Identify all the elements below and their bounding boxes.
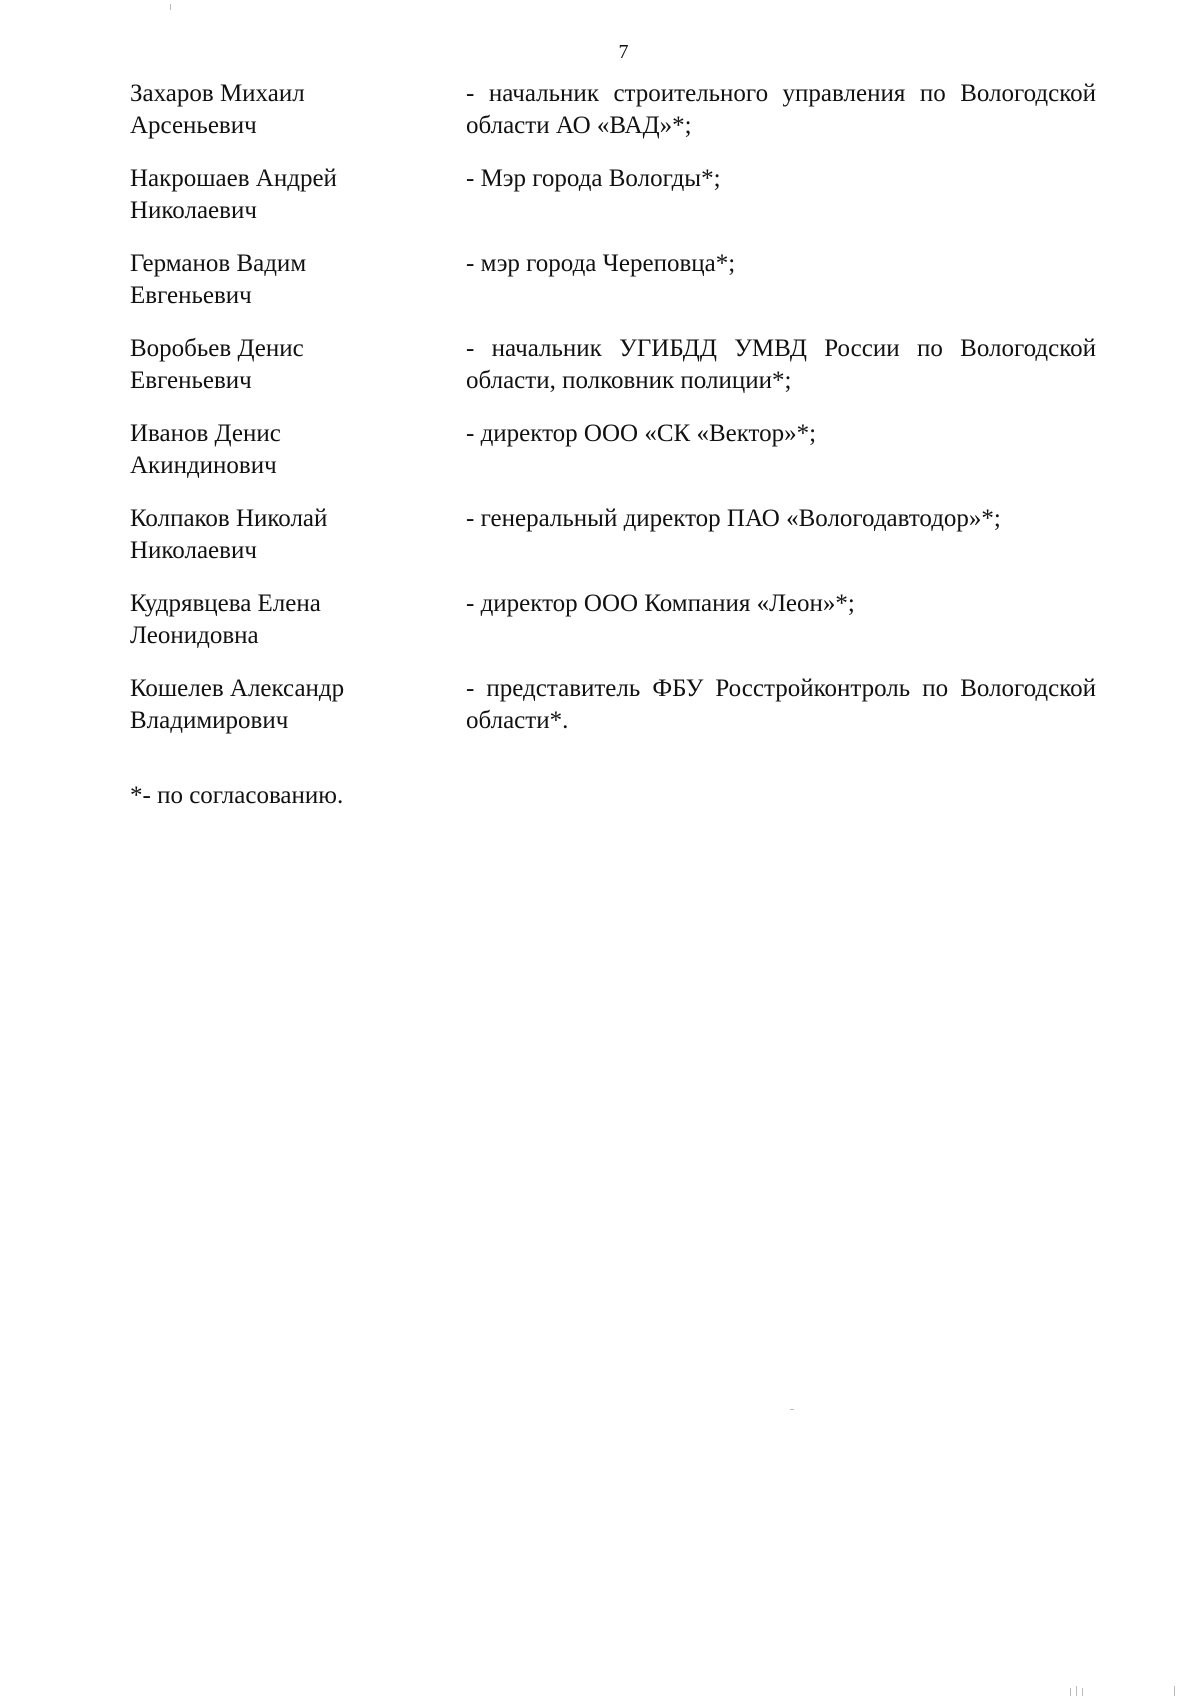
member-row <box>130 163 1096 227</box>
member-name: Накрошаев Андрей Николаевич <box>130 165 337 224</box>
member-row <box>130 673 1096 737</box>
scan-artifact <box>790 1409 794 1410</box>
member-name: Захаров Михаил Арсеньевич <box>130 80 305 139</box>
member-name: Кудрявцева Елена Леонидовна <box>130 590 321 649</box>
member-row <box>130 588 1096 652</box>
member-name: Германов Вадим Евгеньевич <box>130 250 307 309</box>
member-row <box>130 418 1096 482</box>
member-position: - Мэр города Вологды*; <box>466 165 721 192</box>
member-name: Кошелев Александр Владимирович <box>130 675 345 734</box>
member-row <box>130 333 1096 397</box>
member-position: - генеральный директор ПАО «Вологодавтодор»*; <box>466 505 1001 532</box>
footnote: *- по согласованию. <box>130 782 344 809</box>
member-position: - начальник УГИБДД УМВД России по Вологодской области, полковник полиции*; <box>466 335 1096 394</box>
member-row <box>130 503 1096 567</box>
member-position: - директор ООО Компания «Леон»*; <box>466 590 855 617</box>
member-position: - начальник строительного управления по Вологодской области АО «ВАД»*; <box>466 80 1096 139</box>
member-name: Колпаков Николай Николаевич <box>130 505 328 564</box>
member-position: - директор ООО «СК «Вектор»*; <box>466 420 817 447</box>
member-position: - мэр города Череповца*; <box>466 250 736 277</box>
member-list <box>130 78 1096 758</box>
member-name: Иванов Денис Акиндинович <box>130 420 281 479</box>
member-position: - представитель ФБУ Росстройконтроль по Вологодской области*. <box>466 675 1096 734</box>
scan-artifact <box>1076 1686 1077 1696</box>
page-number: 7 <box>618 41 629 63</box>
scan-artifact <box>1070 1688 1071 1696</box>
scan-artifact <box>1174 1686 1175 1696</box>
scan-artifact <box>1082 1688 1083 1696</box>
member-row <box>130 248 1096 312</box>
scan-artifact <box>170 4 171 10</box>
member-name: Воробьев Денис Евгеньевич <box>130 335 304 394</box>
member-row <box>130 78 1096 142</box>
